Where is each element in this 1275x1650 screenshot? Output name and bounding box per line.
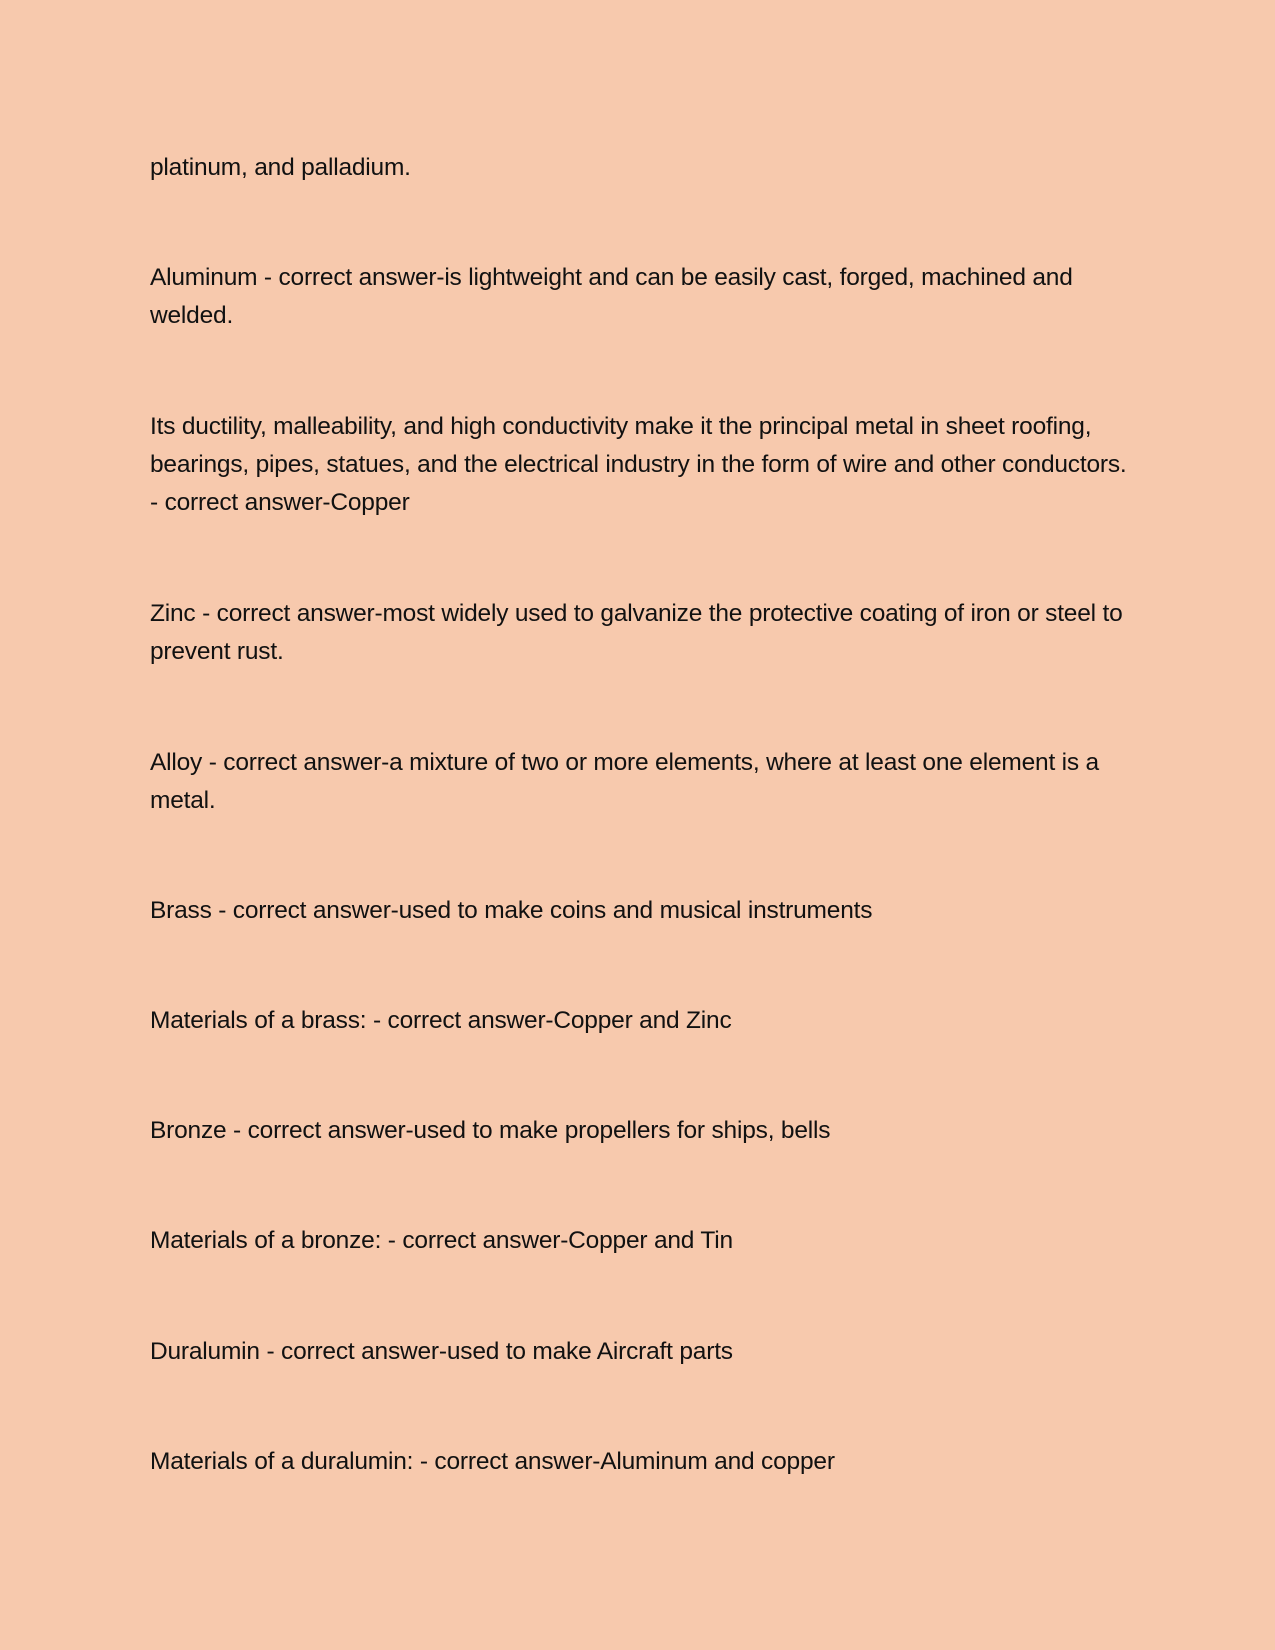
paragraph-brass: Brass - correct answer-used to make coins and musical instruments <box>150 897 873 924</box>
paragraph-duralumin: Duralumin - correct answer-used to make Aircraft parts <box>150 1338 733 1365</box>
paragraph-aluminum: Aluminum - correct answer-is lightweight and can be easily cast, forged, machined and welded. <box>150 264 1073 329</box>
paragraph-materials-of-bronze: Materials of a bronze: - correct answer-Copper and Tin <box>150 1227 733 1254</box>
paragraph-bronze: Bronze - correct answer-used to make propellers for ships, bells <box>150 1117 831 1144</box>
paragraph-zinc: Zinc - correct answer-most widely used to galvanize the protective coating of iron or steel to prevent rust. <box>150 600 1123 665</box>
paragraph-materials-of-brass: Materials of a brass: - correct answer-Copper and Zinc <box>150 1007 732 1034</box>
paragraph-materials-of-duralumin: Materials of a duralumin: - correct answer-Aluminum and copper <box>150 1448 835 1475</box>
paragraph-alloy: Alloy - correct answer-a mixture of two or more elements, where at least one element is a metal. <box>150 749 1099 814</box>
paragraph-copper: Its ductility, malleability, and high conductivity make it the principal metal in sheet roofing, bearings, pipes, statues, and the electrical industry in the form of wire and other conductors. - correct answer-Copper <box>150 413 1127 516</box>
paragraph-platinum-palladium-continuation: platinum, and palladium. <box>150 154 411 181</box>
